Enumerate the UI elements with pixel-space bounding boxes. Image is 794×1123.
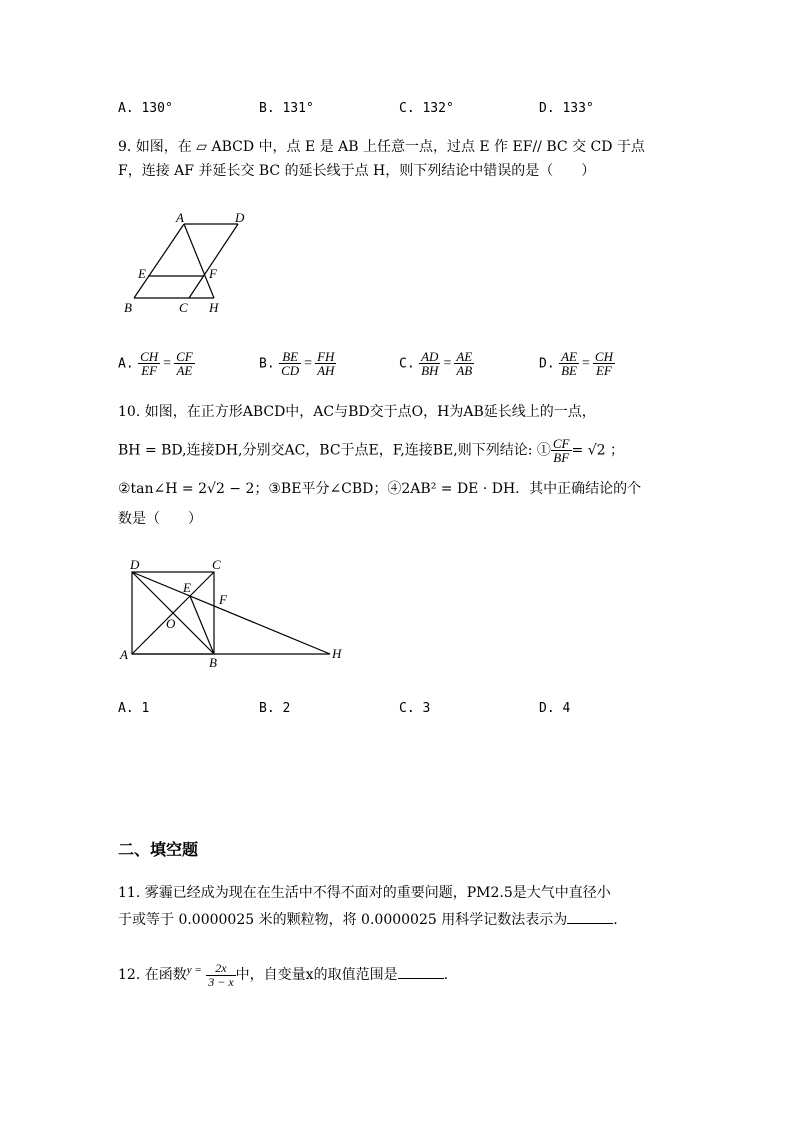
label-f: F xyxy=(209,266,217,281)
label-e: E xyxy=(183,580,191,595)
label-b: B xyxy=(124,300,132,315)
segment-dh xyxy=(132,572,330,654)
q8-option-a: A. 130° xyxy=(118,101,173,116)
label-c: C xyxy=(179,300,188,315)
label-a: A xyxy=(120,647,128,662)
segment-ah xyxy=(184,224,214,298)
q11-answer-blank[interactable] xyxy=(567,911,613,924)
q10-stem-line4: 数是（ ） xyxy=(118,511,202,527)
q11-stem-line2: 于或等于 0.0000025 米的颗粒物，将 0.0000025 用科学记数法表示为 . xyxy=(118,912,618,928)
q9-option-b: B. $\frac{BE}{CD}$ = $\frac{FH}{AH}$ xyxy=(259,349,335,378)
q8-option-c: C. 132° xyxy=(399,101,454,116)
q9-stem-line1: 9. 如图，在 ▱ ABCD 中，点 E 是 AB 上任意一点，过点 E 作 EF// BC 交 CD 于点 xyxy=(118,139,645,155)
label-d: D xyxy=(235,210,245,225)
label-o: O xyxy=(166,616,176,631)
label-h: H xyxy=(332,646,342,661)
edge-ab xyxy=(134,224,184,298)
label-h: H xyxy=(209,300,219,315)
q9-option-d: D. $\frac{AE}{BE}$ = $\frac{CH}{EF}$ xyxy=(539,349,613,378)
q10-square-figure xyxy=(118,556,358,668)
q9-option-c: C. $\frac{AD}{BH}$ = $\frac{AE}{AB}$ xyxy=(399,349,473,378)
q10-stem-line2: BH = BD,连接DH,分别交AC，BC于点E，F,连接BE,则下列结论: ① $\frac{CF}{BF}$ = √2 ； xyxy=(118,436,624,465)
q12-answer-blank[interactable] xyxy=(398,966,444,979)
q8-option-b: B. 131° xyxy=(259,101,314,116)
q9-parallelogram-figure xyxy=(118,206,258,318)
section-heading: 二、填空题 xyxy=(118,840,199,859)
q10-option-a: A. 1 xyxy=(118,701,150,716)
label-b: B xyxy=(209,655,217,668)
q11-stem-line1: 11. 雾霾已经成为现在在生活中不得不面对的重要问题，PM2.5是大气中直径小 xyxy=(118,885,611,901)
label-a: A xyxy=(176,210,184,225)
q9-stem-line2: F，连接 AF 并延长交 BC 的延长线于点 H，则下列结论中错误的是（ ） xyxy=(118,163,596,179)
q10-option-d: D. 4 xyxy=(539,701,571,716)
label-f: F xyxy=(219,592,227,607)
q9-option-a: A. $\frac{CH}{EF}$ = $\frac{CF}{AE}$ xyxy=(118,349,193,378)
q10-stem-line3: ②tan∠H = 2√2 − 2；③BE平分∠CBD；④2AB² = DE · DH．其中正确结论的个 xyxy=(118,481,642,497)
label-c: C xyxy=(212,557,221,572)
q8-option-d: D. 133° xyxy=(539,101,594,116)
label-e: E xyxy=(138,266,146,281)
edge-dc xyxy=(189,224,238,298)
label-d: D xyxy=(130,557,140,572)
q12-stem: 12. 在函数$^{y =}$ $\frac{2x}{3 - x}$ 中，自变量x的取值范围是 . xyxy=(118,960,449,989)
q10-option-c: C. 3 xyxy=(399,701,431,716)
q10-option-b: B. 2 xyxy=(259,701,291,716)
q10-stem-line1: 10. 如图，在正方形ABCD中，AC与BD交于点O，H为AB延长线上的一点， xyxy=(118,404,596,420)
